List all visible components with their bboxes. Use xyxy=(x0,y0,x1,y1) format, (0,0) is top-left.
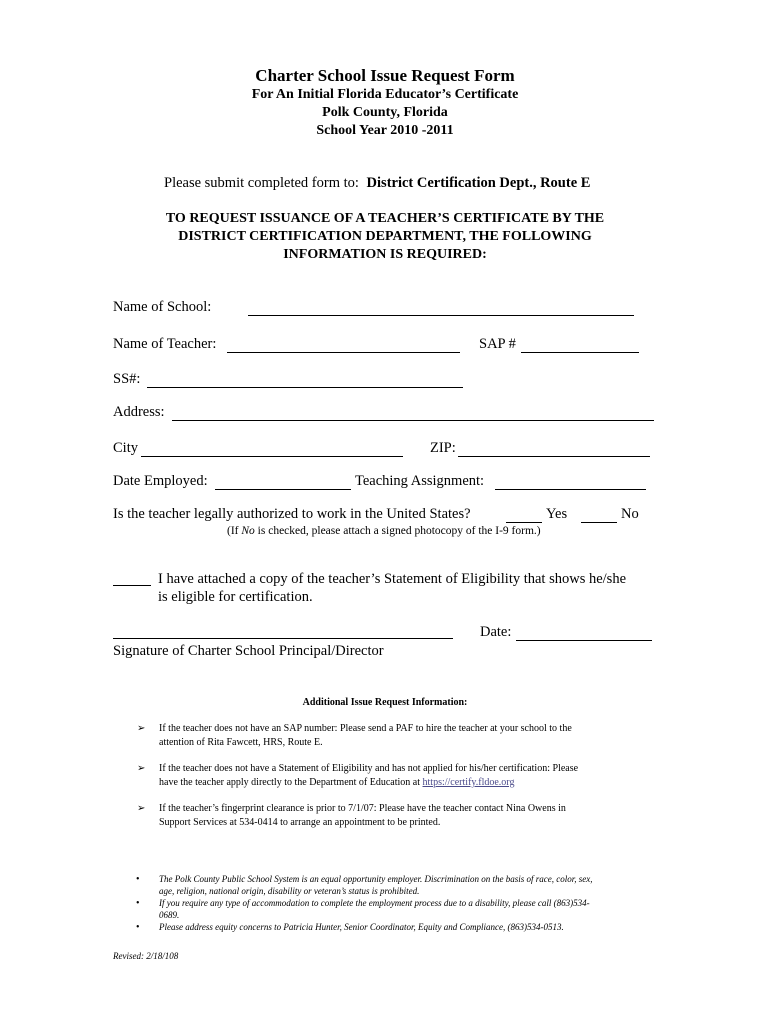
additional-info-heading: Additional Issue Request Information: xyxy=(302,697,468,708)
dot-bullet-icon: • xyxy=(136,898,140,909)
additional-item-1-line-1: If the teacher does not have an SAP number: Please send a PAF to hire the teacher at your school to the xyxy=(159,723,572,734)
eligibility-statement-line-1: I have attached a copy of the teacher’s Statement of Eligibility that shows he/she xyxy=(158,571,627,587)
yes-checkbox[interactable] xyxy=(506,508,542,523)
dot-bullet-icon: • xyxy=(136,874,140,885)
arrow-bullet-icon: ➢ xyxy=(137,763,146,774)
notice-line-2: DISTRICT CERTIFICATION DEPARTMENT, THE FOLLOWING xyxy=(178,229,592,244)
additional-item-1-line-2: attention of Rita Fawcett, HRS, Route E. xyxy=(159,737,323,748)
teacher-name-input[interactable] xyxy=(227,338,460,353)
sap-field-label: SAP # xyxy=(479,336,516,352)
yes-label: Yes xyxy=(546,506,568,522)
footer-note-2-line-2: 0689. xyxy=(159,910,180,920)
note-open: (If xyxy=(227,525,239,537)
no-label: No xyxy=(621,506,639,522)
submit-destination: District Certification Dept., Route E xyxy=(366,175,591,191)
ss-number-input[interactable] xyxy=(147,373,463,388)
revised-date: Revised: 2/18/108 xyxy=(113,951,179,961)
teaching-assignment-input[interactable] xyxy=(495,475,646,490)
form-subtitle: For An Initial Florida Educator’s Certificate xyxy=(251,87,519,102)
teaching-assignment-label: Teaching Assignment: xyxy=(355,473,485,489)
address-input[interactable] xyxy=(172,406,654,421)
note-no: No xyxy=(241,525,255,537)
note-rest: is checked, please attach a signed photocopy of the I-9 form.) xyxy=(257,525,541,537)
footer-note-2-line-1: If you require any type of accommodation to complete the employment process due to a disability, please call (863)534- xyxy=(159,898,590,908)
school-field-label: Name of School: xyxy=(113,299,212,315)
additional-item-3-line-1: If the teacher’s fingerprint clearance is prior to 7/1/07: Please have the teacher contact Nina Owens in xyxy=(159,803,566,814)
authorized-question: Is the teacher legally authorized to work in the United States? xyxy=(113,506,471,522)
city-input[interactable] xyxy=(141,442,403,457)
date-label: Date: xyxy=(480,624,512,640)
sap-number-input[interactable] xyxy=(521,338,639,353)
footer-note-3-line-1: Please address equity concerns to Patricia Hunter, Senior Coordinator, Equity and Compliance, (863)534-0513. xyxy=(159,922,564,932)
teacher-field-label: Name of Teacher: xyxy=(113,336,217,352)
school-name-input[interactable] xyxy=(248,301,634,316)
signature-label: Signature of Charter School Principal/Director xyxy=(113,643,384,659)
additional-item-2-line-2 xyxy=(159,777,514,788)
date-employed-label: Date Employed: xyxy=(113,473,208,489)
notice-line-1: TO REQUEST ISSUANCE OF A TEACHER’S CERTIFICATE BY THE xyxy=(165,211,605,226)
submit-instruction xyxy=(164,175,590,192)
certify-link[interactable]: https://certify.fldoe.org xyxy=(422,777,515,788)
signature-date-input[interactable] xyxy=(516,626,652,641)
notice-line-3: INFORMATION IS REQUIRED: xyxy=(283,247,487,262)
dot-bullet-icon: • xyxy=(136,922,140,933)
authorized-note xyxy=(227,525,541,537)
county-label: Polk County, Florida xyxy=(322,105,448,120)
footer-note-1-line-2: age, religion, national origin, disability or veteran’s status is prohibited. xyxy=(159,886,420,896)
no-checkbox[interactable] xyxy=(581,508,617,523)
zip-field-label: ZIP: xyxy=(430,440,456,456)
zip-input[interactable] xyxy=(458,442,650,457)
eligibility-checkbox[interactable] xyxy=(113,573,151,586)
additional-item-2-line-1: If the teacher does not have a Statement of Eligibility and has not applied for his/her certification: Please xyxy=(159,763,579,774)
arrow-bullet-icon: ➢ xyxy=(137,803,146,814)
footer-note-1-line-1: The Polk County Public School System is an equal opportunity employer. Discrimination on the basis of race, color, sex, xyxy=(159,874,593,884)
school-year-label: School Year 2010 -2011 xyxy=(316,123,454,138)
form-title: Charter School Issue Request Form xyxy=(255,66,515,85)
signature-input[interactable] xyxy=(113,624,453,639)
submit-prefix: Please submit completed form to: xyxy=(164,175,359,191)
city-field-label: City xyxy=(113,440,138,456)
eligibility-statement-line-2: is eligible for certification. xyxy=(158,589,313,605)
date-employed-input[interactable] xyxy=(215,475,351,490)
additional-item-2-text: have the teacher apply directly to the Department of Education at xyxy=(159,777,421,788)
address-field-label: Address: xyxy=(113,404,165,420)
arrow-bullet-icon: ➢ xyxy=(137,723,146,734)
ss-field-label: SS#: xyxy=(113,371,141,387)
additional-item-3-line-2: Support Services at 534-0414 to arrange an appointment to be printed. xyxy=(159,817,441,828)
